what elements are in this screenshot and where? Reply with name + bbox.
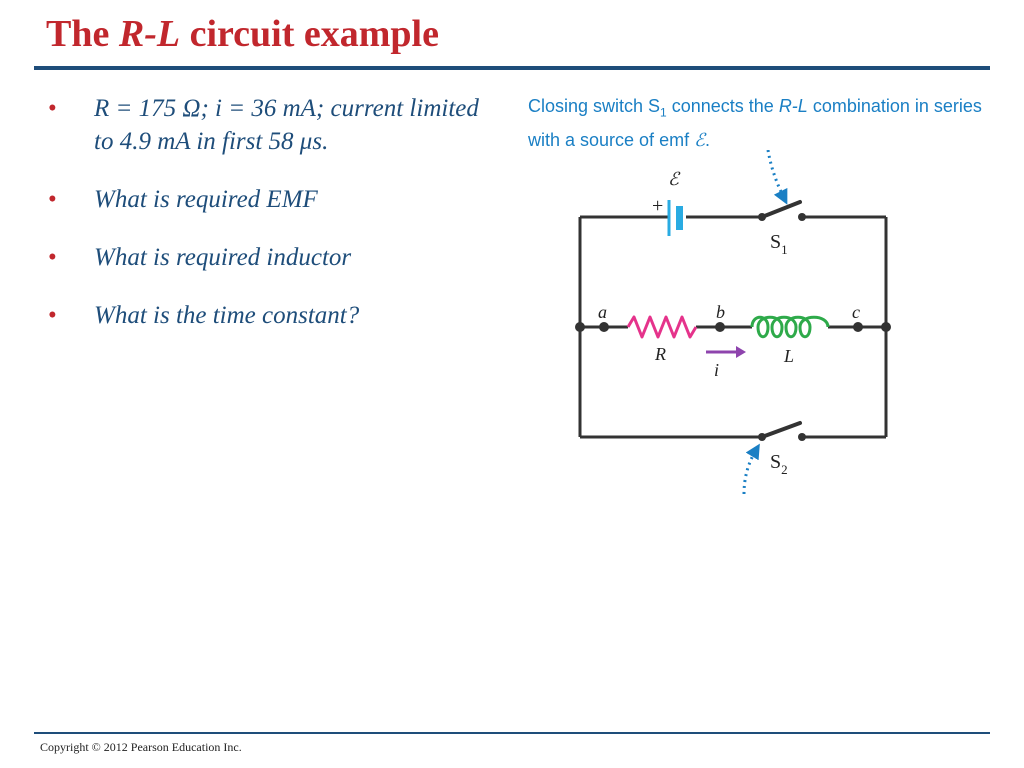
bullet-item [48,183,498,216]
switch-s1-label: $S_1$ [770,231,788,257]
node-c-label: c [852,302,860,322]
inductor-icon [752,317,828,337]
caption-text: combination in series with a source of emf [528,96,982,150]
inductor-label: L [784,346,795,366]
figure-caption [528,93,998,154]
slide-title [46,12,439,56]
junction-dot-left [575,322,585,332]
bullet-item [48,241,498,274]
switch-s1-icon [758,202,806,221]
resistor-icon [628,317,696,337]
title-suffix: circuit example [180,13,439,55]
caption-italic: R-L [778,96,808,116]
caption-emf: ℰ [694,129,705,150]
copyright-text: Copyright © 2012 Pearson Education Inc. [40,740,242,754]
node-b-label: b [716,302,725,322]
node-a-label: a [598,302,607,322]
caption-subscript: 1 [660,105,667,120]
bullet-text: What is required inductor [94,244,352,271]
node-b-dot [715,322,725,332]
pointer-arrow-s2 [744,450,756,494]
battery-icon [669,200,683,236]
junction-dot-right [881,322,891,332]
bullet-item [48,299,498,332]
circuit-wires [580,217,886,437]
current-label: i [714,360,720,380]
title-divider [34,66,990,70]
bullet-marker: • [48,186,57,213]
circuit-diagram [560,150,900,500]
bullet-marker: • [48,244,57,271]
battery-plus-label: + [652,195,664,217]
footer-divider [34,732,990,734]
bullet-text: R = 175 Ω; i = 36 mA; current limited to 4.9 mA in first 58 μs. [94,95,479,155]
switch-s2-label: $S_2$ [770,451,788,477]
bullet-list [48,92,498,357]
bullet-item [48,92,498,158]
bullet-marker: • [48,302,57,329]
caption-text: connects the [666,96,779,116]
bullet-marker: • [48,95,57,122]
pointer-arrow-s1 [768,150,784,198]
bullet-text: What is required EMF [94,186,318,213]
node-c-dot [853,322,863,332]
title-italic: R-L [118,13,181,55]
caption-text: . [704,129,710,150]
emf-label: ℰ [668,169,679,189]
switch-s2-icon [758,423,806,441]
caption-text: Closing switch S [528,96,661,116]
bullet-text: What is the time constant? [94,302,360,329]
node-a-dot [599,322,609,332]
current-arrow-icon [706,346,746,358]
resistor-label: R [655,344,666,364]
title-prefix: The [46,13,119,55]
